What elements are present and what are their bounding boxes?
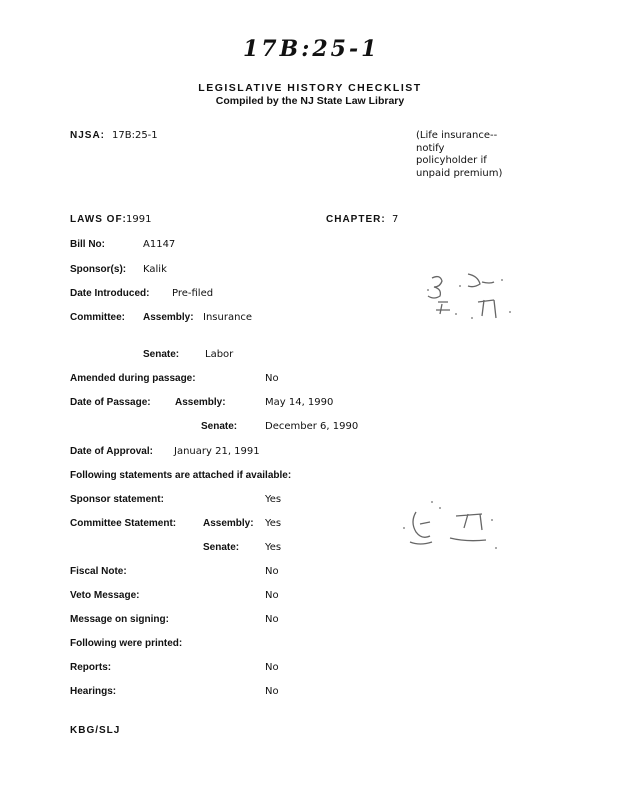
laws-of-value: 1991 <box>126 214 152 225</box>
reports-label: Reports: <box>70 662 112 673</box>
message-on-signing-label: Message on signing: <box>70 614 169 625</box>
committee-statement-label: Committee Statement: <box>70 518 177 529</box>
sponsor-statement-label: Sponsor statement: <box>70 494 164 505</box>
committee-statement-assembly-value: Yes <box>265 518 282 529</box>
veto-message-value: No <box>265 590 279 601</box>
committee-statement-senate-label: Senate: <box>203 542 240 553</box>
passage-assembly-value: May 14, 1990 <box>265 397 334 408</box>
sponsors-label: Sponsor(s): <box>70 264 127 275</box>
subject-note-line: (Life insurance-- <box>416 130 498 141</box>
committee-label: Committee: <box>70 312 126 323</box>
amended-value: No <box>265 373 279 384</box>
date-of-passage-label: Date of Passage: <box>70 397 151 408</box>
subject-note-line: policyholder if <box>416 155 487 166</box>
bill-no-label: Bill No: <box>70 239 105 250</box>
bill-no-value: A1147 <box>143 239 176 250</box>
chapter-value: 7 <box>392 214 399 225</box>
date-of-approval-value: January 21, 1991 <box>174 446 260 457</box>
printed-heading: Following were printed: <box>70 638 183 649</box>
checklist-subtitle: Compiled by the NJ State Law Library <box>215 95 405 107</box>
laws-of-label: LAWS OF: <box>70 214 127 225</box>
hearings-label: Hearings: <box>70 686 117 697</box>
committee-senate-value: Labor <box>205 349 234 360</box>
date-introduced-label: Date Introduced: <box>70 288 150 299</box>
njsa-label: NJSA: <box>70 130 106 141</box>
date-introduced-value: Pre-filed <box>172 288 214 299</box>
passage-senate-label: Senate: <box>201 421 238 432</box>
subject-note-line: unpaid premium) <box>416 167 503 179</box>
committee-senate-label: Senate: <box>143 349 180 360</box>
njsa-value: 17B:25-1 <box>112 130 158 141</box>
veto-message-label: Veto Message: <box>70 590 140 601</box>
sponsors-value: Kalik <box>143 264 167 275</box>
passage-senate-value: December 6, 1990 <box>265 421 359 432</box>
initials: KBG/SLJ <box>70 725 121 736</box>
faded-stamp-mark <box>396 498 506 558</box>
committee-statement-assembly-label: Assembly: <box>203 518 254 529</box>
reports-value: No <box>265 662 279 673</box>
sponsor-statement-value: Yes <box>265 494 282 505</box>
checklist-title: LEGISLATIVE HISTORY CHECKLIST <box>198 82 422 94</box>
fiscal-note-value: No <box>265 566 279 577</box>
faded-stamp-mark <box>420 268 520 328</box>
amended-label: Amended during passage: <box>70 373 196 384</box>
fiscal-note-label: Fiscal Note: <box>70 566 127 577</box>
committee-statement-senate-value: Yes <box>265 542 282 553</box>
chapter-label: CHAPTER: <box>326 214 386 225</box>
committee-assembly-label: Assembly: <box>143 312 194 323</box>
statements-heading: Following statements are attached if available: <box>70 470 292 481</box>
passage-assembly-label: Assembly: <box>175 397 226 408</box>
hearings-value: No <box>265 686 279 697</box>
message-on-signing-value: No <box>265 614 279 625</box>
handwritten-statute-number: 17B:25-1 <box>243 36 380 62</box>
date-of-approval-label: Date of Approval: <box>70 446 153 457</box>
subject-note <box>416 130 526 180</box>
committee-assembly-value: Insurance <box>203 312 253 323</box>
subject-note-line: notify <box>416 142 445 154</box>
